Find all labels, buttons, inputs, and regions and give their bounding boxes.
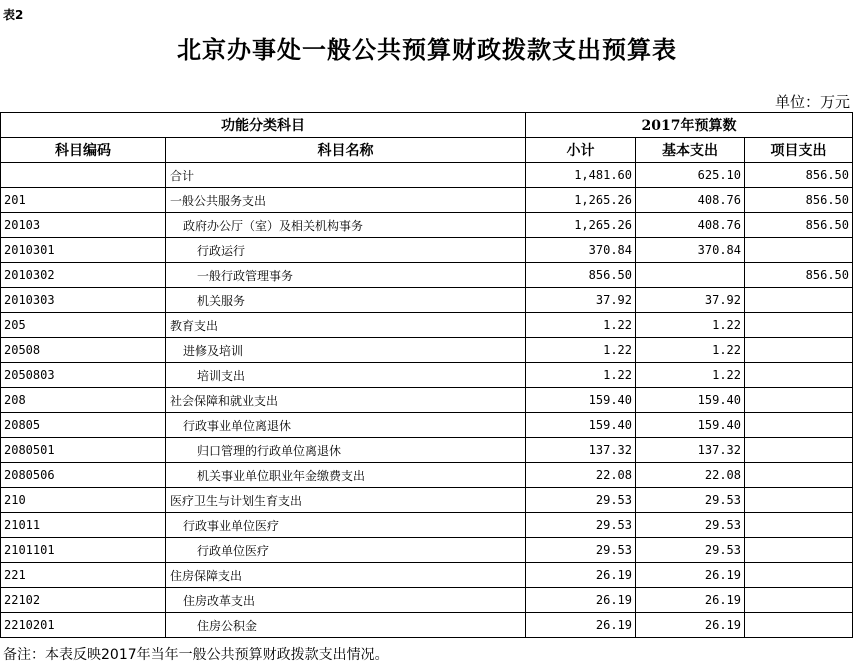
basic-cell: 29.53: [636, 513, 745, 538]
name-cell: 教育支出: [166, 313, 526, 338]
name-cell: 机关事业单位职业年金缴费支出: [166, 463, 526, 488]
name-cell: 行政事业单位医疗: [166, 513, 526, 538]
project-cell: [745, 563, 853, 588]
header-basic: 基本支出: [636, 138, 745, 163]
name-cell: 住房保障支出: [166, 563, 526, 588]
code-cell: 205: [1, 313, 166, 338]
code-cell: 20103: [1, 213, 166, 238]
header-code: 科目编码: [1, 138, 166, 163]
subtotal-cell: 29.53: [526, 513, 636, 538]
subtotal-cell: 159.40: [526, 413, 636, 438]
code-cell: [1, 163, 166, 188]
name-cell: 机关服务: [166, 288, 526, 313]
subtotal-cell: 137.32: [526, 438, 636, 463]
header-budget-year: 2017年预算数: [526, 113, 853, 138]
basic-cell: 625.10: [636, 163, 745, 188]
table-row: [1, 238, 853, 263]
subtotal-cell: 370.84: [526, 238, 636, 263]
basic-cell: 370.84: [636, 238, 745, 263]
project-cell: [745, 588, 853, 613]
code-cell: 2080501: [1, 438, 166, 463]
project-cell: [745, 388, 853, 413]
code-cell: 2010302: [1, 263, 166, 288]
basic-cell: 1.22: [636, 313, 745, 338]
basic-cell: 26.19: [636, 588, 745, 613]
header-column-row: [1, 138, 853, 163]
basic-cell: 37.92: [636, 288, 745, 313]
basic-cell: 29.53: [636, 538, 745, 563]
name-cell: 一般公共服务支出: [166, 188, 526, 213]
table-row: [1, 488, 853, 513]
table-row: [1, 288, 853, 313]
basic-cell: 159.40: [636, 413, 745, 438]
table-row: [1, 188, 853, 213]
project-cell: [745, 538, 853, 563]
basic-cell: 137.32: [636, 438, 745, 463]
table-row: [1, 313, 853, 338]
header-group-row: [1, 113, 853, 138]
project-cell: [745, 313, 853, 338]
header-name: 科目名称: [166, 138, 526, 163]
project-cell: 856.50: [745, 188, 853, 213]
table-row: [1, 263, 853, 288]
project-cell: [745, 238, 853, 263]
project-cell: 856.50: [745, 213, 853, 238]
code-cell: 21011: [1, 513, 166, 538]
project-cell: [745, 413, 853, 438]
subtotal-cell: 1.22: [526, 363, 636, 388]
code-cell: 221: [1, 563, 166, 588]
subtotal-cell: 29.53: [526, 538, 636, 563]
budget-table: [0, 112, 853, 638]
code-cell: 2101101: [1, 538, 166, 563]
name-cell: 合计: [166, 163, 526, 188]
table-row: [1, 163, 853, 188]
code-cell: 210: [1, 488, 166, 513]
basic-cell: 1.22: [636, 338, 745, 363]
subtotal-cell: 26.19: [526, 588, 636, 613]
project-cell: [745, 613, 853, 638]
name-cell: 行政运行: [166, 238, 526, 263]
code-cell: 2210201: [1, 613, 166, 638]
basic-cell: 26.19: [636, 613, 745, 638]
table-row: [1, 588, 853, 613]
table-row: [1, 388, 853, 413]
name-cell: 归口管理的行政单位离退休: [166, 438, 526, 463]
project-cell: [745, 338, 853, 363]
page-title: 北京办事处一般公共预算财政拨款支出预算表: [177, 35, 677, 64]
name-cell: 政府办公厅（室）及相关机构事务: [166, 213, 526, 238]
basic-cell: [636, 263, 745, 288]
name-cell: 进修及培训: [166, 338, 526, 363]
table-row: [1, 338, 853, 363]
table-row: [1, 513, 853, 538]
table-row: [1, 463, 853, 488]
name-cell: 一般行政管理事务: [166, 263, 526, 288]
subtotal-cell: 26.19: [526, 563, 636, 588]
code-cell: 2050803: [1, 363, 166, 388]
project-cell: [745, 288, 853, 313]
code-cell: 20508: [1, 338, 166, 363]
table-row: [1, 413, 853, 438]
subtotal-cell: 1,265.26: [526, 188, 636, 213]
name-cell: 社会保障和就业支出: [166, 388, 526, 413]
project-cell: [745, 488, 853, 513]
project-cell: [745, 463, 853, 488]
name-cell: 行政事业单位离退休: [166, 413, 526, 438]
project-cell: [745, 363, 853, 388]
project-cell: 856.50: [745, 263, 853, 288]
subtotal-cell: 29.53: [526, 488, 636, 513]
basic-cell: 26.19: [636, 563, 745, 588]
code-cell: 201: [1, 188, 166, 213]
subtotal-cell: 1.22: [526, 313, 636, 338]
basic-cell: 29.53: [636, 488, 745, 513]
name-cell: 培训支出: [166, 363, 526, 388]
table-row: [1, 538, 853, 563]
name-cell: 行政单位医疗: [166, 538, 526, 563]
subtotal-cell: 22.08: [526, 463, 636, 488]
project-cell: [745, 438, 853, 463]
code-cell: 22102: [1, 588, 166, 613]
subtotal-cell: 856.50: [526, 263, 636, 288]
subtotal-cell: 1,265.26: [526, 213, 636, 238]
table-row: [1, 613, 853, 638]
code-cell: 2010303: [1, 288, 166, 313]
project-cell: 856.50: [745, 163, 853, 188]
table-row: [1, 563, 853, 588]
header-subtotal: 小计: [526, 138, 636, 163]
basic-cell: 408.76: [636, 188, 745, 213]
code-cell: 208: [1, 388, 166, 413]
code-cell: 20805: [1, 413, 166, 438]
subtotal-cell: 1,481.60: [526, 163, 636, 188]
subtotal-cell: 159.40: [526, 388, 636, 413]
project-cell: [745, 513, 853, 538]
basic-cell: 22.08: [636, 463, 745, 488]
code-cell: 2010301: [1, 238, 166, 263]
table-number: 表2: [3, 8, 24, 22]
code-cell: 2080506: [1, 463, 166, 488]
header-function-category: 功能分类科目: [1, 113, 526, 138]
basic-cell: 159.40: [636, 388, 745, 413]
footnote: 备注：本表反映2017年当年一般公共预算财政拨款支出情况。: [3, 647, 389, 663]
table-row: [1, 213, 853, 238]
table-row: [1, 438, 853, 463]
name-cell: 住房公积金: [166, 613, 526, 638]
unit-label: 单位：万元: [774, 93, 850, 111]
basic-cell: 408.76: [636, 213, 745, 238]
subtotal-cell: 37.92: [526, 288, 636, 313]
name-cell: 住房改革支出: [166, 588, 526, 613]
table-row: [1, 363, 853, 388]
subtotal-cell: 1.22: [526, 338, 636, 363]
basic-cell: 1.22: [636, 363, 745, 388]
name-cell: 医疗卫生与计划生育支出: [166, 488, 526, 513]
subtotal-cell: 26.19: [526, 613, 636, 638]
header-project: 项目支出: [745, 138, 853, 163]
